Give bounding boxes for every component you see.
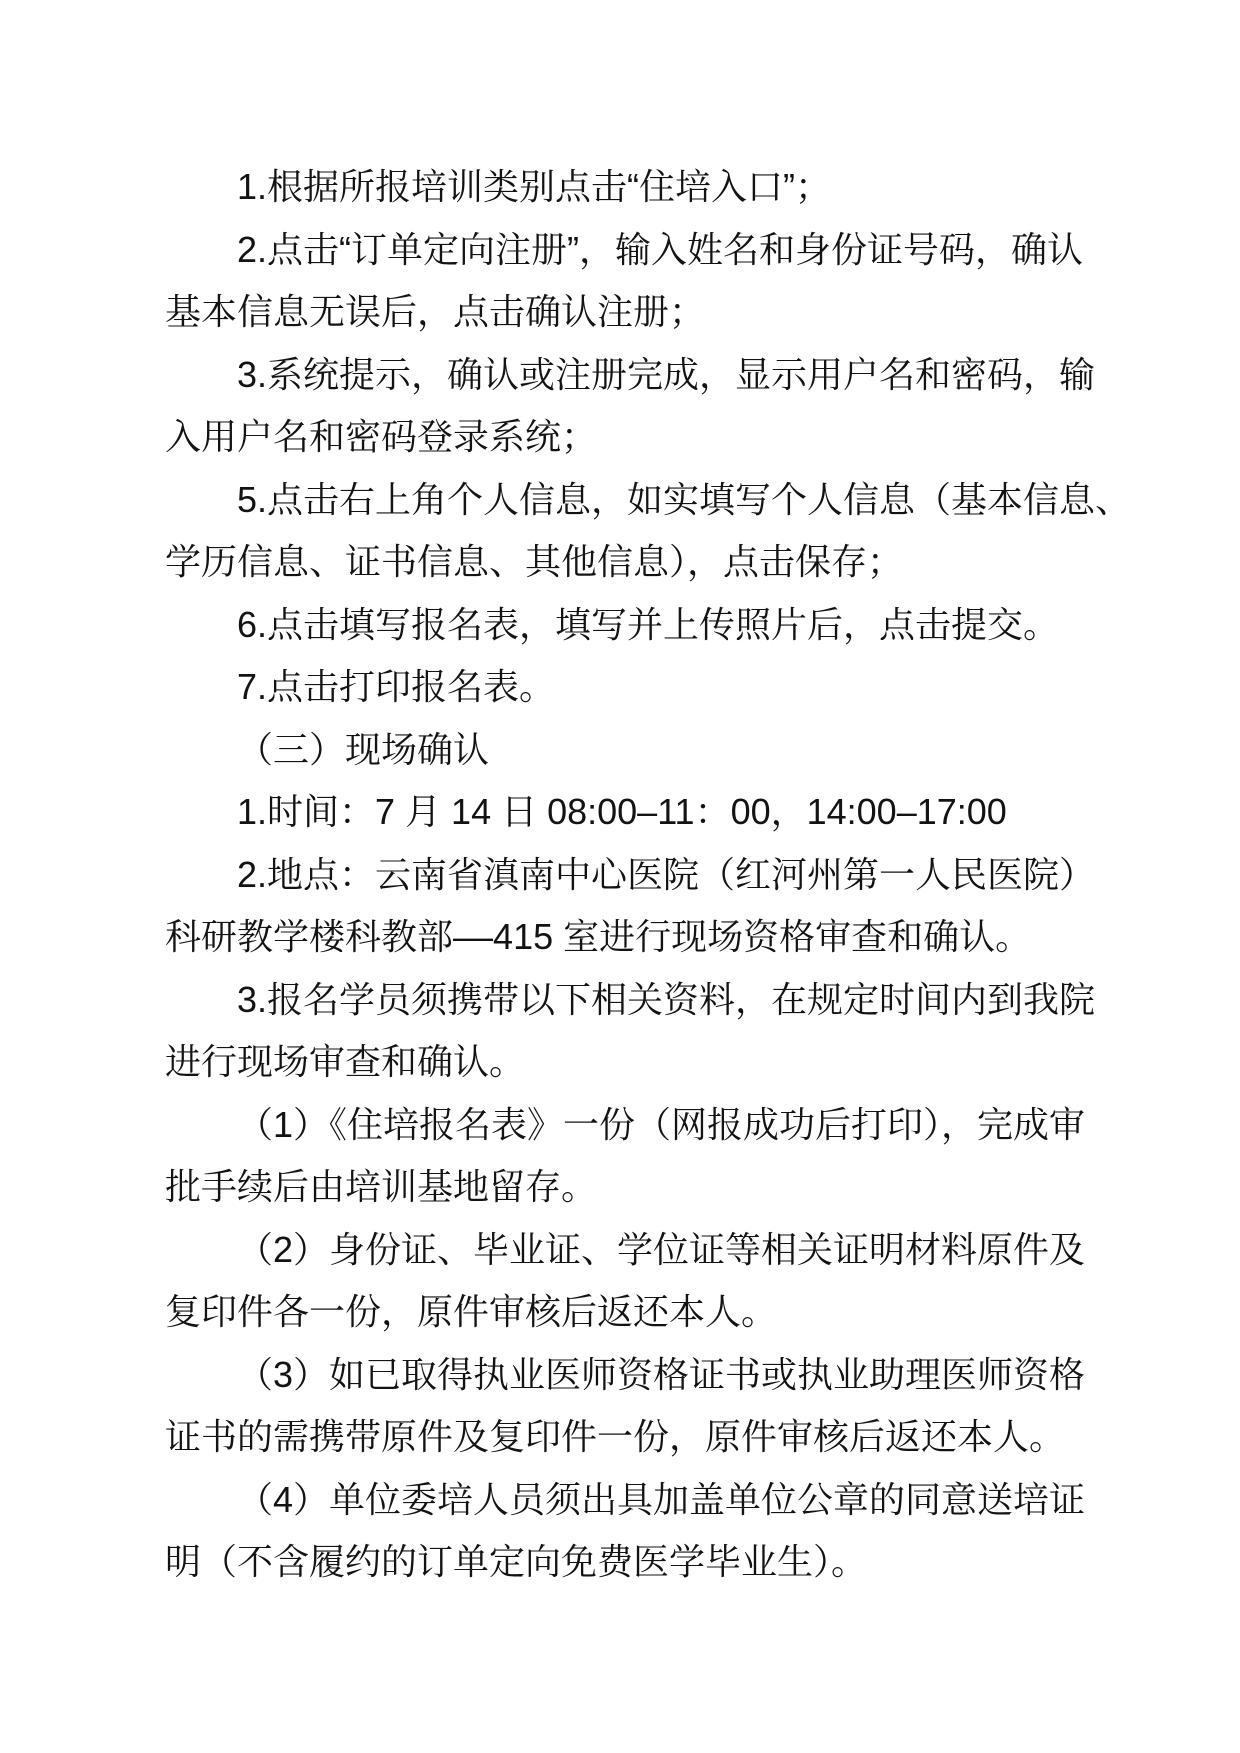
text-line: 复印件各一份，原件审核后返还本人。 xyxy=(165,1291,778,1332)
section-heading: （三）现场确认 xyxy=(237,728,490,770)
text-line: （2）身份证、毕业证、学位证等相关证明材料原件及 xyxy=(237,1228,1086,1270)
text-line: 5.点击右上角个人信息，如实填写个人信息（基本信息、 xyxy=(237,478,1132,520)
text-line: （1）《住培报名表》一份（网报成功后打印），完成审 xyxy=(237,1103,1086,1145)
text-line: 批手续后由培训基地留存。 xyxy=(165,1166,598,1207)
text-line: 证书的需携带原件及复印件一份，原件审核后返还本人。 xyxy=(165,1416,1066,1457)
text-line: 明（不含履约的订单定向免费医学毕业生）。 xyxy=(165,1541,868,1582)
text-line: 科研教学楼科教部––415 室进行现场资格审查和确认。 xyxy=(165,916,1032,957)
text-line: 2.地点：云南省滇南中心医院（红河州第一人民医院） xyxy=(237,853,1096,895)
text-line: 3.系统提示，确认或注册完成，显示用户名和密码，输 xyxy=(237,353,1096,395)
text-line: 6.点击填写报名表，填写并上传照片后，点击提交。 xyxy=(237,603,1060,645)
text-line: 入用户名和密码登录系统； xyxy=(165,416,598,457)
text-line: 7.点击打印报名表。 xyxy=(237,666,556,707)
text-line: 基本信息无误后，点击确认注册； xyxy=(165,291,706,332)
text-line: （3）如已取得执业医师资格证书或执业助理医师资格 xyxy=(237,1353,1086,1395)
text-line: 2.点击“订单定向注册”，输入姓名和身份证号码，确认 xyxy=(237,228,1084,270)
document-body xyxy=(165,156,1132,1594)
text-line: 进行现场审查和确认。 xyxy=(165,1041,526,1082)
text-line: 3.报名学员须携带以下相关资料，在规定时间内到我院 xyxy=(237,978,1096,1020)
text-line: 学历信息、证书信息、其他信息），点击保存； xyxy=(165,541,904,582)
text-line: 1.根据所报培训类别点击“住培入口”； xyxy=(237,166,832,207)
text-line: 1.时间：7 月 14 日 08:00–11：00，14:00–17:00 xyxy=(237,791,1007,832)
text-line: （4）单位委培人员须出具加盖单位公章的同意送培证 xyxy=(237,1478,1086,1520)
